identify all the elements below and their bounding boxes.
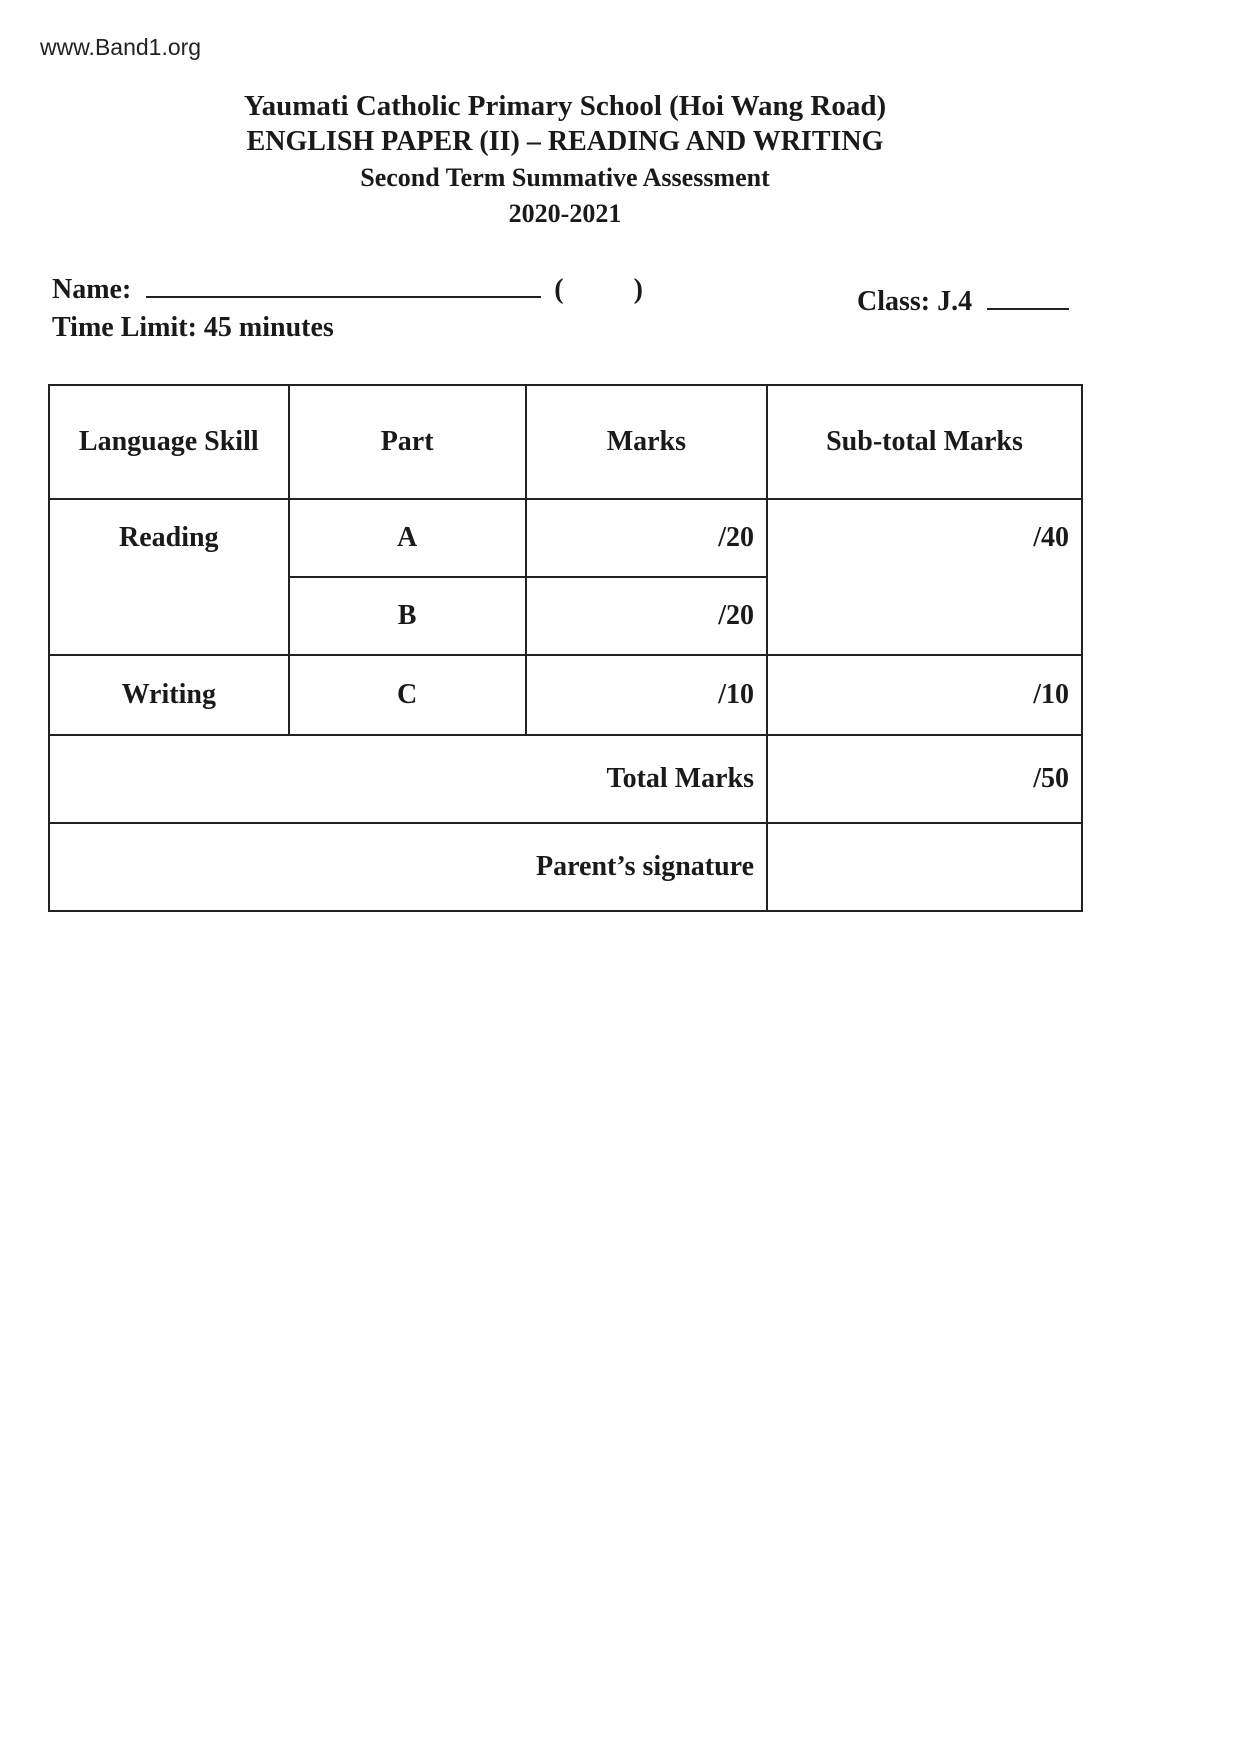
watermark-url: www.Band1.org: [40, 34, 202, 60]
header-part: Part: [289, 385, 526, 499]
subtotal-writing: /10: [767, 655, 1082, 735]
part-b: B: [289, 577, 526, 655]
class-number-open-paren: (: [554, 274, 564, 305]
signature-row: [49, 823, 1082, 911]
table-row: [49, 499, 1082, 577]
school-year: 2020-2021: [508, 199, 622, 228]
header-subtotal-marks: Sub-total Marks: [767, 385, 1082, 499]
class-label: Class: J.4: [857, 286, 973, 317]
name-row: [52, 272, 643, 306]
name-field[interactable]: [146, 272, 541, 298]
total-row: [49, 735, 1082, 823]
part-c: C: [289, 655, 526, 735]
document-header: [0, 88, 1130, 232]
marks-a: /20: [526, 499, 767, 577]
part-a: A: [289, 499, 526, 577]
skill-reading: Reading: [49, 499, 289, 655]
term-title: Second Term Summative Assessment: [360, 163, 770, 192]
school-name: Yaumati Catholic Primary School (Hoi Wang Road): [243, 90, 887, 122]
skill-writing: Writing: [49, 655, 289, 735]
parent-signature-field[interactable]: [767, 823, 1082, 911]
table-header-row: [49, 385, 1082, 499]
marks-table: [48, 384, 1083, 912]
total-marks-value: /50: [767, 735, 1082, 823]
class-row: [857, 286, 1069, 318]
name-label: Name:: [52, 274, 132, 305]
subtotal-reading: /40: [767, 499, 1082, 655]
table-row: [49, 655, 1082, 735]
total-marks-label: Total Marks: [49, 735, 767, 823]
marks-c: /10: [526, 655, 767, 735]
class-number-close-paren: ): [633, 274, 643, 305]
paper-title: ENGLISH PAPER (II) – READING AND WRITING: [246, 126, 884, 157]
marks-b: /20: [526, 577, 767, 655]
header-marks: Marks: [526, 385, 767, 499]
class-field[interactable]: [987, 286, 1069, 310]
header-language-skill: Language Skill: [49, 385, 289, 499]
time-limit: Time Limit: 45 minutes: [52, 312, 334, 343]
parent-signature-label: Parent’s signature: [49, 823, 767, 911]
